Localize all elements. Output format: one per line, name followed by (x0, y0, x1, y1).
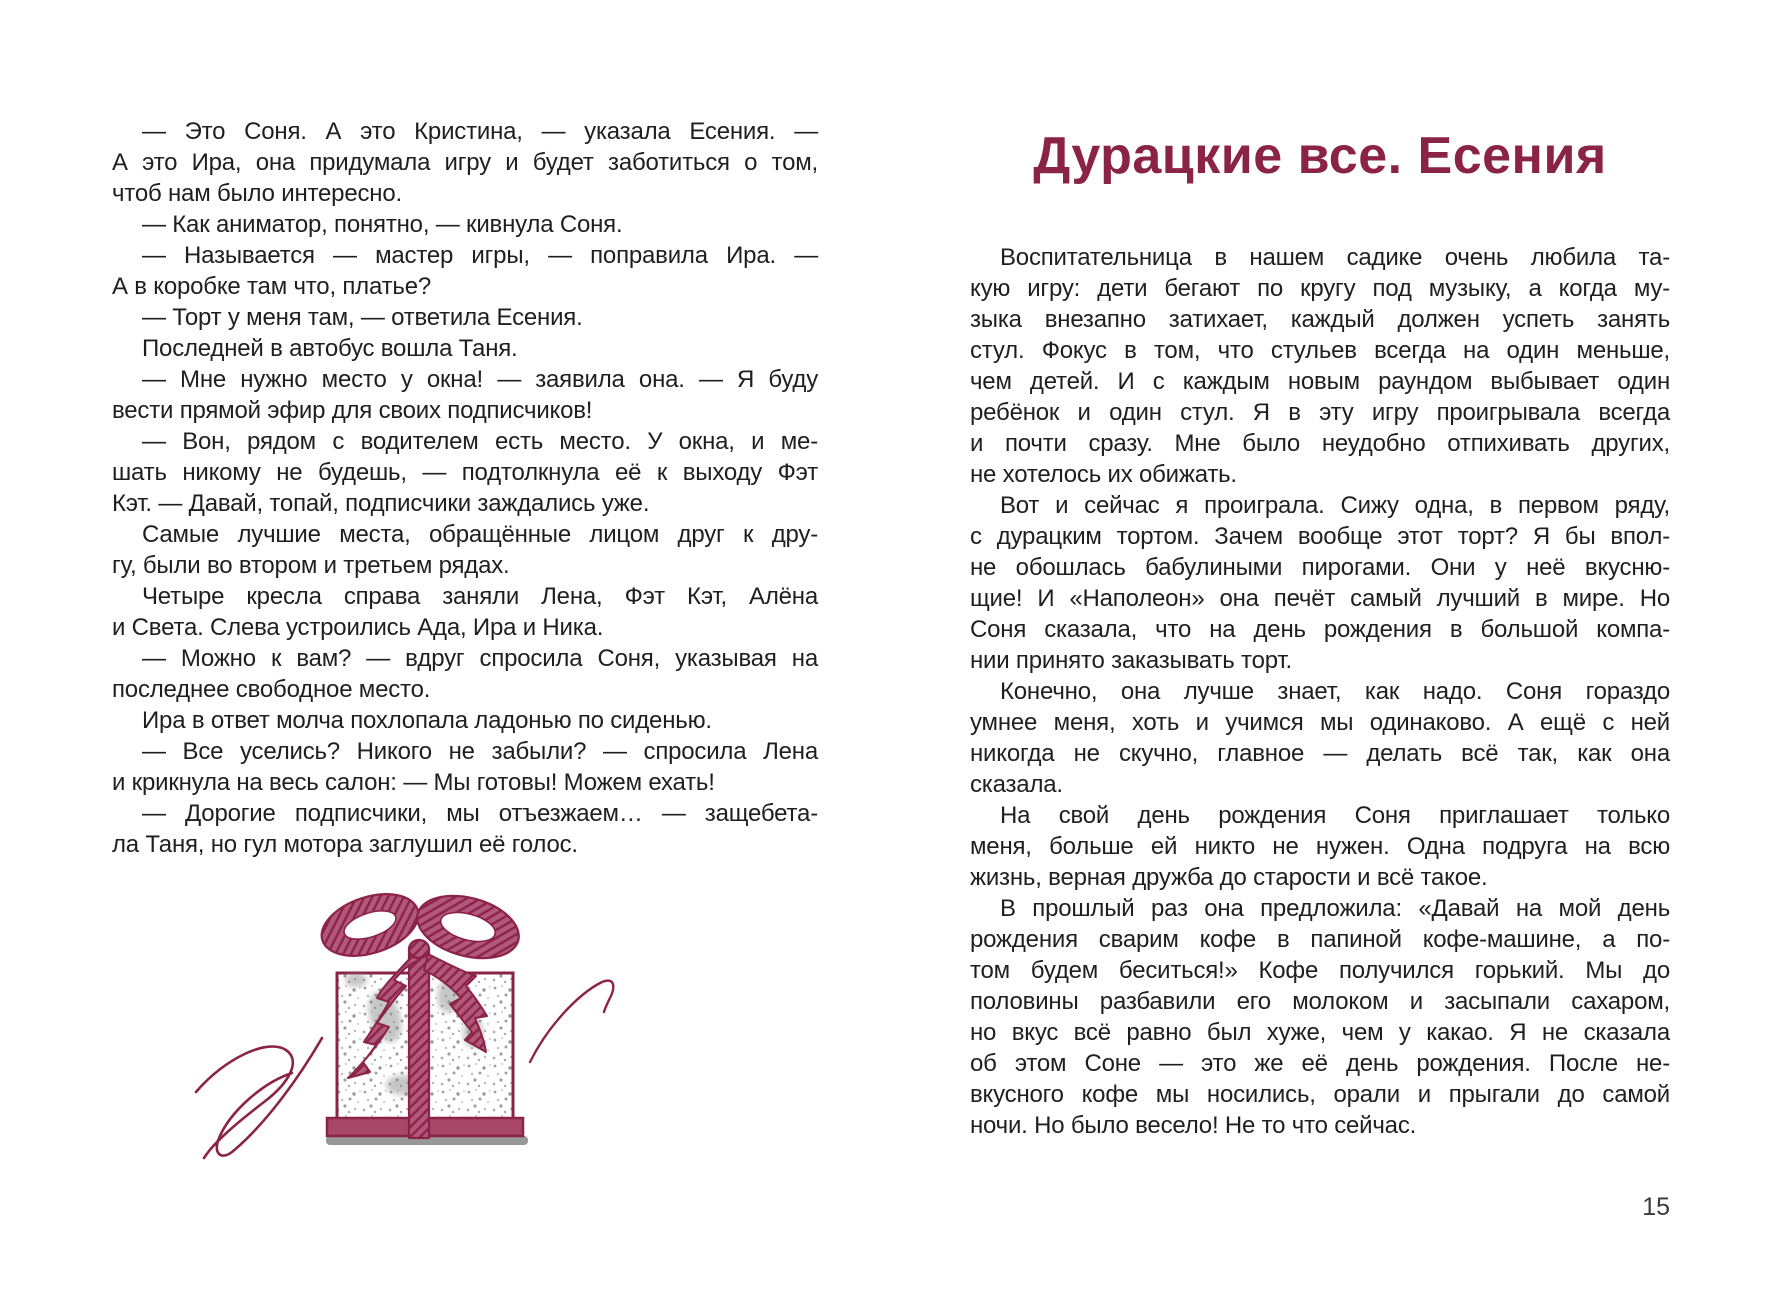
text-line: гу, были во втором и третьем рядах. (112, 552, 510, 579)
text-line: — Дорогие подписчики, мы отъезжаем… — защебета- (142, 800, 818, 827)
text-line: и Света. Слева устроились Ада, Ира и Ника. (112, 614, 604, 641)
text-line: последнее свободное место. (112, 676, 431, 703)
text-line: Последней в автобус вошла Таня. (142, 335, 518, 362)
text-line: Соня сказала, что на день рождения в большой компа- (970, 616, 1670, 643)
page-number: 15 (1642, 1193, 1670, 1221)
swirl-left (196, 1038, 322, 1158)
text-line: ночи. Но было весело! Не то что сейчас. (970, 1112, 1417, 1139)
text-line: об этом Соне — это же её день рождения. После не- (970, 1050, 1670, 1077)
text-line: сказала. (970, 771, 1063, 798)
text-line: чтоб нам было интересно. (112, 180, 402, 207)
text-line: — Называется — мастер игры, — поправила Ира. — (142, 242, 818, 269)
text-line: чем детей. И с каждым новым раундом выбывает один (970, 368, 1670, 395)
text-line: А в коробке там что, платье? (112, 273, 431, 300)
text-line: умнее меня, хоть и учимся мы одинаково. А ещё с ней (970, 709, 1670, 736)
text-line: — Это Соня. А это Кристина, — указала Есения. — (142, 118, 818, 145)
text-line: том будем беситься!» Кофе получился горький. Мы до (970, 957, 1670, 984)
text-line: зыка внезапно затихает, каждый должен успеть занять (970, 306, 1670, 333)
gift-illustration (180, 880, 640, 1170)
text-line: Самые лучшие места, обращённые лицом друг к дру- (142, 521, 818, 548)
text-line: — Можно к вам? — вдруг спросила Соня, указывая на (142, 645, 818, 672)
text-line: Ира в ответ молча похлопала ладонью по сиденью. (142, 707, 712, 734)
bow-knot (409, 940, 429, 958)
text-line: вести прямой эфир для своих подписчиков! (112, 397, 593, 424)
text-line: — Вон, рядом с водителем есть место. У окна, и ме- (142, 428, 818, 455)
text-line: жизнь, верная дружба до старости и всё такое. (970, 864, 1488, 891)
text-line: не хотелось их обижать. (970, 461, 1237, 488)
text-line: стул. Фокус в том, что стульев всегда на один меньше, (970, 337, 1670, 364)
text-line: В прошлый раз она предложила: «Давай на мой день (1000, 895, 1670, 922)
text-line: Конечно, она лучше знает, как надо. Соня гораздо (1000, 678, 1670, 705)
text-line: ла Таня, но гул мотора заглушил её голос. (112, 831, 578, 858)
text-line: половины разбавили его молоком и засыпали сахаром, (970, 988, 1670, 1015)
text-line: меня, больше ей никто не нужен. Одна подруга на всю (970, 833, 1670, 860)
text-line: На свой день рождения Соня приглашает только (1000, 802, 1670, 829)
text-line: ребёнок и один стул. Я в эту игру проигрывала всегда (970, 399, 1670, 426)
text-line: Воспитательница в нашем садике очень любила та- (1000, 244, 1670, 271)
text-line: Кэт. — Давай, топай, подписчики заждались уже. (112, 490, 650, 517)
text-line: — Как аниматор, понятно, — кивнула Соня. (142, 211, 623, 238)
text-line: — Все уселись? Никого не забыли? — спросила Лена (142, 738, 818, 765)
text-line: Четыре кресла справа заняли Лена, Фэт Кэт, Алёна (142, 583, 818, 610)
text-line: и крикнула на весь салон: — Мы готовы! Можем ехать! (112, 769, 715, 796)
text-line: нии принято заказывать торт. (970, 647, 1292, 674)
chapter-title: Дурацкие все. Есения (1033, 127, 1607, 185)
text-line: и почти сразу. Мне было неудобно отпихивать других, (970, 430, 1670, 457)
text-line: — Торт у меня там, — ответила Есения. (142, 304, 583, 331)
text-line: шать никому не будешь, — подтолкнула её к выходу Фэт (112, 459, 818, 486)
swirl-right (530, 981, 613, 1062)
text-line: никогда не скучно, главное — делать всё так, как она (970, 740, 1670, 767)
text-line: щие! И «Наполеон» она печёт самый лучший в мире. Но (970, 585, 1670, 612)
text-line: рождения сварим кофе в папиной кофе-машине, а по- (970, 926, 1670, 953)
text-line: Вот и сейчас я проиграла. Сижу одна, в первом ряду, (1000, 492, 1670, 519)
text-line: вкусного кофе мы носились, орали и прыгали до самой (970, 1081, 1670, 1108)
text-line: кую игру: дети бегают по кругу под музыку, а когда му- (970, 275, 1670, 302)
text-line: — Мне нужно место у окна! — заявила она. — Я буду (142, 366, 818, 393)
text-line: но вкус всё равно был хуже, чем у какао. Я не сказала (970, 1019, 1670, 1046)
left-page-text (112, 116, 818, 860)
text-line: не обошлась бабулиными пирогами. Они у неё вкусню- (970, 554, 1670, 581)
text-line: А это Ира, она придумала игру и будет заботиться о том, (112, 149, 818, 176)
right-page-text (970, 242, 1670, 1141)
text-line: с дурацким тортом. Зачем вообще этот торт? Я бы впол- (970, 523, 1670, 550)
